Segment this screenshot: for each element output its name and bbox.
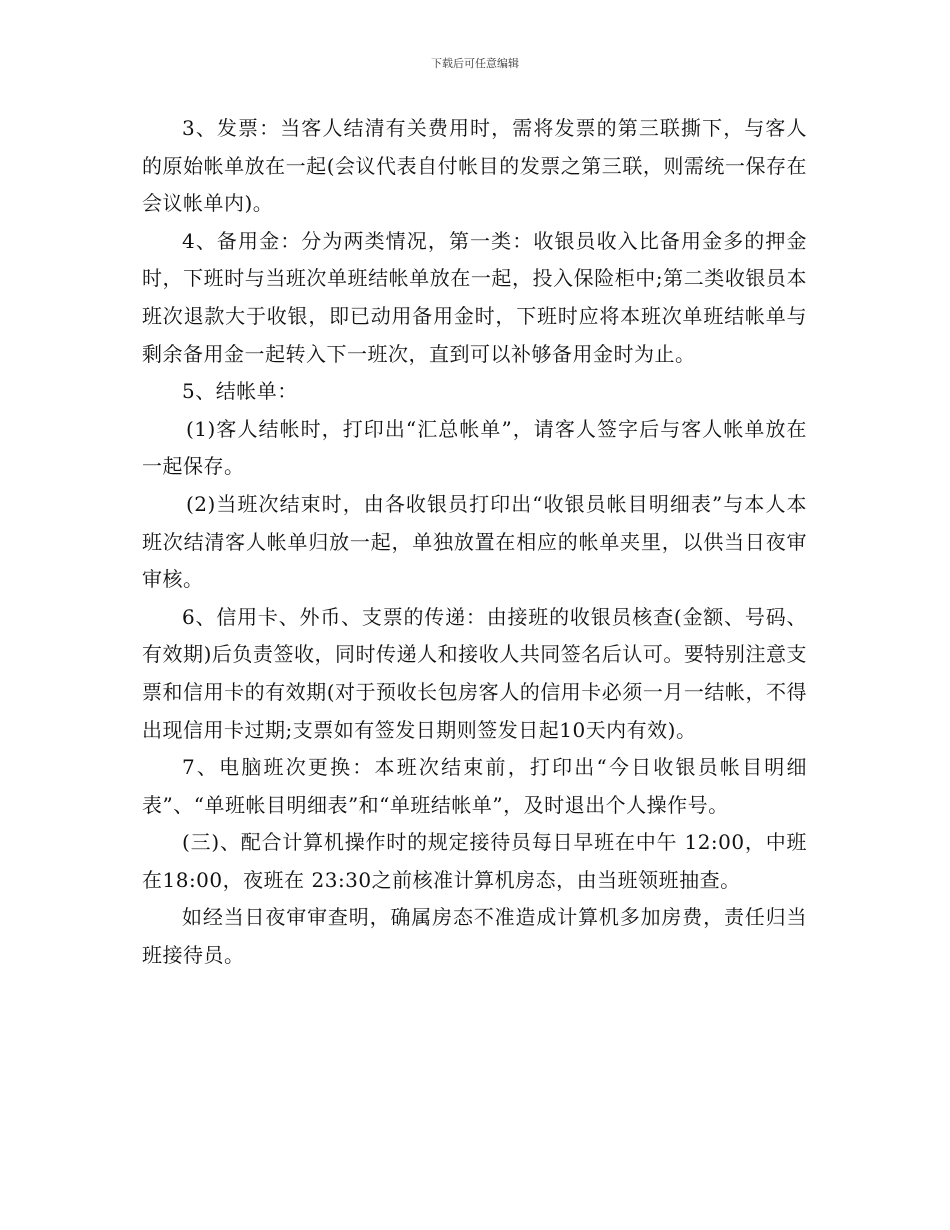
paragraph-settlement-item-2: (2)当班次结束时，由各收银员打印出“收银员帐目明细表”与本人本班次结清客人帐单归放一起，单独放置在相应的帐单夹里，以供当日夜审审核。: [142, 491, 807, 592]
paragraph-petty-cash: 4、备用金：分为两类情况，第一类：收银员收入比备用金多的押金时，下班时与当班次单班结帐单放在一起，投入保险柜中;第二类收银员本班次退款大于收银，即已动用备用金时，下班时应将本班次单班结帐单与剩余备用金一起转入下一班次，直到可以补够备用金时为止。: [142, 228, 807, 366]
paragraph-invoice: 3、发票：当客人结清有关费用时，需将发票的第三联撕下，与客人的原始帐单放在一起(会议代表自付帐目的发票之第三联，则需统一保存在会议帐单内)。: [142, 116, 807, 216]
header-note: 下载后可任意编辑: [431, 57, 519, 70]
paragraph-card-transfer: 6、信用卡、外币、支票的传递：由接班的收银员核查(金额、号码、有效期)后负责签收，同时传递人和接收人共同签名后认可。要特别注意支票和信用卡的有效期(对于预收长包房客人的信用卡必须一月一结帐，不得出现信用卡过期;支票如有签发日期则签发日起10天内有效)。: [142, 604, 807, 742]
paragraph-settlement-heading: 5、结帐单：: [182, 379, 298, 404]
paragraph-responsibility: 如经当日夜审审查明，确属房态不准造成计算机多加房费，责任归当班接待员。: [142, 905, 807, 968]
paragraph-computer-rules: (三)、配合计算机操作时的规定接待员每日早班在中午 12:00，中班在18:00，夜班在 23:30之前核准计算机房态，由当班领班抽查。: [142, 830, 807, 892]
paragraph-settlement-item-1: (1)客人结帐时，打印出“汇总帐单”，请客人签字后与客人帐单放在一起保存。: [142, 416, 807, 479]
document-body: [142, 110, 807, 975]
paragraph-shift-change: 7、电脑班次更换：本班次结束前，打印出“今日收银员帐目明细表”、“单班帐目明细表”和“单班结帐单”，及时退出个人操作号。: [142, 755, 807, 817]
